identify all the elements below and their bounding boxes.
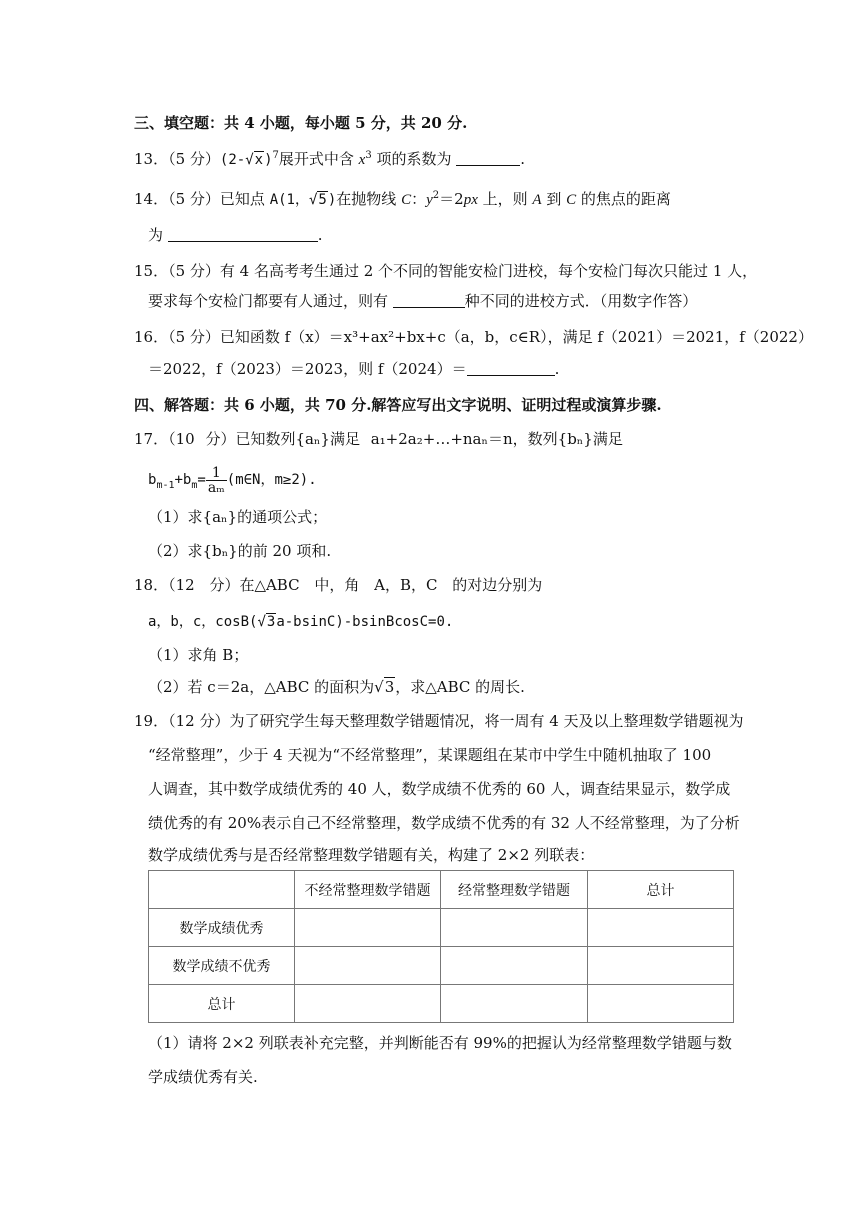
answer-blank[interactable] (393, 292, 465, 308)
question-19-line1: 19．（12 分）为了研究学生每天整理数学错题情况，将一周有 4 天及以上整理数学错题视为 (134, 712, 744, 730)
question-17-line1: 17．（10 分）已知数列{aₙ}满足 a₁+2a₂+…+naₙ＝n，数列{bₙ}满足 (134, 430, 623, 448)
exponent: 7 (272, 150, 279, 161)
table-cell[interactable] (588, 985, 734, 1023)
question-19-line3: 人调查，其中数学成绩优秀的 40 人，数学成绩不优秀的 60 人，调查结果显示，数学成 (148, 780, 731, 798)
question-16-line1: 16．（5 分）已知函数 f（x）＝x³+ax²+bx+c（a，b，c∈R），满足 f（2021）＝2021，f（2022） (134, 328, 813, 346)
table-row (149, 909, 734, 947)
table-row (149, 985, 734, 1023)
table-cell[interactable] (295, 947, 441, 985)
question-19-line2: “经常整理”，少于 4 天视为“不经常整理”，某课题组在某市中学生中随机抽取了 100 (148, 746, 712, 764)
question-18-condition: a，b，c，cosB(√3a-bsinC)-bsinBcosC=0. (148, 610, 453, 633)
table-cell[interactable] (295, 985, 441, 1023)
table-cell[interactable] (295, 909, 441, 947)
table-header-cell: 总计 (588, 871, 734, 909)
sqrt-symbol: √3 (257, 614, 276, 630)
question-19-part1-line1: （1）请将 2×2 列联表补充完整，并判断能否有 99%的把握认为经常整理数学错题与数 (148, 1034, 732, 1052)
section-title-fill-in: 三、填空题：共 4 小题，每小题 5 分，共 20 分. (134, 114, 468, 132)
section-title-answer: 四、解答题：共 6 小题，共 70 分.解答应写出文字说明、证明过程或演算步骤. (134, 396, 662, 414)
question-17-condition: $b_{m-1}+b_m=$ $\frac{1}{\text{aₘ}}$ (m∈N，m≥2). (148, 464, 317, 496)
point-A: A(1，√5) (270, 192, 337, 208)
answer-blank[interactable] (456, 150, 520, 166)
sqrt-symbol: √5 (308, 192, 327, 208)
table-header-cell (149, 871, 295, 909)
question-16-line2: ＝2022，f（2023）＝2023，则 f（2024）＝ . (148, 360, 560, 378)
table-cell[interactable] (588, 947, 734, 985)
table-cell[interactable] (588, 909, 734, 947)
question-15-line2: 要求每个安检门都要有人通过，则有 种不同的进校方式．（用数字作答） (148, 292, 698, 310)
table-cell[interactable] (441, 985, 588, 1023)
table-header-row (149, 871, 734, 909)
contingency-table (148, 870, 734, 1023)
question-19-line4: 绩优秀的有 20%表示自己不经常整理，数学成绩不优秀的有 32 人不经常整理，为了分析 (148, 814, 740, 832)
question-19-line5: 数学成绩优秀与是否经常整理数学错题有关，构建了 2×2 列联表： (148, 846, 595, 864)
binomial-expression: (2-√x) (220, 152, 273, 168)
row-label: 总计 (149, 985, 295, 1023)
sqrt-symbol: √3 (374, 678, 395, 696)
question-18-line1: 18．（12 分）在△ABC 中，角 A，B，C 的对边分别为 (134, 576, 543, 594)
table-header-cell: 经常整理数学错题 (441, 871, 588, 909)
table-row (149, 947, 734, 985)
question-number: 13．（5 分） (134, 150, 220, 168)
row-label: 数学成绩优秀 (149, 909, 295, 947)
answer-blank[interactable] (168, 226, 318, 242)
question-18-part2: （2）若 c＝2a，△ABC 的面积为√3，求△ABC 的周长. (148, 678, 525, 696)
question-17-part1: （1）求{aₙ}的通项公式； (148, 508, 328, 526)
answer-blank[interactable] (467, 360, 555, 376)
question-18-part1: （1）求角 B； (148, 646, 249, 664)
question-17-part2: （2）求{bₙ}的前 20 项和. (148, 542, 332, 560)
fraction: $\frac{1}{\text{aₘ}}$ (207, 464, 225, 496)
row-label: 数学成绩不优秀 (149, 947, 295, 985)
question-number: 14．（5 分） (134, 190, 220, 208)
question-15-line1: 15．（5 分）有 4 名高考考生通过 2 个不同的智能安检门进校，每个安检门每次只能过 1 人， (134, 262, 758, 280)
table-cell[interactable] (441, 909, 588, 947)
question-13: 13．（5 分）$(2-√x)^7$展开式中含 $x^3$ 项的系数为 . (134, 148, 525, 171)
table-header-cell: 不经常整理数学错题 (295, 871, 441, 909)
question-14-line1: 14．（5 分）已知点 A(1，√5)在抛物线 C：$y^2=2px$ 上，则 A 到 C 的焦点的距离 (134, 188, 671, 211)
question-19-part1-line2: 学成绩优秀有关. (148, 1068, 258, 1086)
table-cell[interactable] (441, 947, 588, 985)
sqrt-symbol: √x (245, 152, 264, 168)
question-14-line2: 为 . (148, 226, 323, 244)
